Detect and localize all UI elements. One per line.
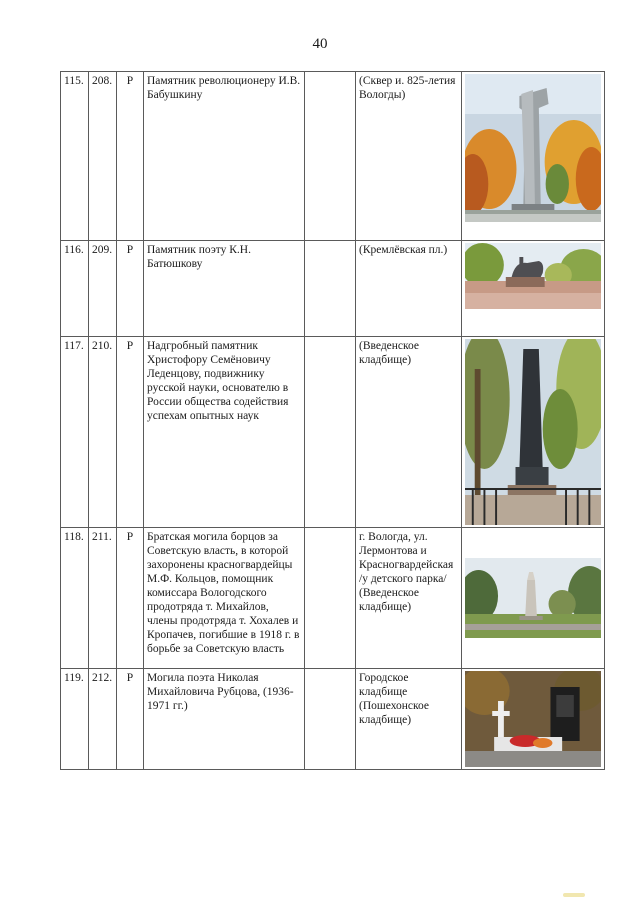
table-row xyxy=(61,669,605,770)
scan-artifact xyxy=(563,893,585,897)
registry-number: 208. xyxy=(89,72,117,241)
monument-photo xyxy=(465,558,601,638)
table-row xyxy=(61,528,605,669)
grave-photo xyxy=(465,671,601,767)
category-cell: Р xyxy=(117,669,144,770)
row-number: 118. xyxy=(61,528,89,669)
location-cell: (Кремлёвская пл.) xyxy=(356,241,462,337)
table-row xyxy=(61,241,605,337)
date-cell xyxy=(305,72,356,241)
table-row xyxy=(61,337,605,528)
location-cell: г. Вологда, ул. Лермонтова и Красногвардейская /у детского парка/ (Введенское кладбище) xyxy=(356,528,462,669)
category-cell: Р xyxy=(117,72,144,241)
category-cell: Р xyxy=(117,241,144,337)
row-number: 117. xyxy=(61,337,89,528)
row-number: 119. xyxy=(61,669,89,770)
row-number: 116. xyxy=(61,241,89,337)
registry-number: 210. xyxy=(89,337,117,528)
date-cell xyxy=(305,337,356,528)
monument-photo xyxy=(465,339,601,525)
table-row xyxy=(61,72,605,241)
registry-number: 211. xyxy=(89,528,117,669)
monuments-table xyxy=(60,71,605,770)
object-name: Надгробный памятник Христофору Семёновичу Леденцову, подвижнику русской науки, основателю в России общества содействия успехам опытных наук xyxy=(144,337,305,528)
date-cell xyxy=(305,528,356,669)
location-cell: (Введенское кладбище) xyxy=(356,337,462,528)
category-cell: Р xyxy=(117,337,144,528)
registry-number: 212. xyxy=(89,669,117,770)
registry-number: 209. xyxy=(89,241,117,337)
object-name: Братская могила борцов за Советскую власть, в которой захоронены красногвардейцы М.Ф. Кольцов, помощник комиссара Вологодского продотряда т. Михайлов, члены продотряда т. Хохалев и Кропачев, погибшие в 1918 г. в борьбе за Советскую власть xyxy=(144,528,305,669)
page-number: 40 xyxy=(312,36,328,52)
category-cell: Р xyxy=(117,528,144,669)
object-name: Могила поэта Николая Михайловича Рубцова, (1936-1971 гг.) xyxy=(144,669,305,770)
monument-photo xyxy=(465,74,601,222)
row-number: 115. xyxy=(61,72,89,241)
monument-photo xyxy=(465,243,601,309)
date-cell xyxy=(305,669,356,770)
location-cell: Городское кладбище (Пошехонское кладбище) xyxy=(356,669,462,770)
location-cell: (Сквер и. 825-летия Вологды) xyxy=(356,72,462,241)
date-cell xyxy=(305,241,356,337)
object-name: Памятник поэту К.Н. Батюшкову xyxy=(144,241,305,337)
object-name: Памятник революционеру И.В. Бабушкину xyxy=(144,72,305,241)
